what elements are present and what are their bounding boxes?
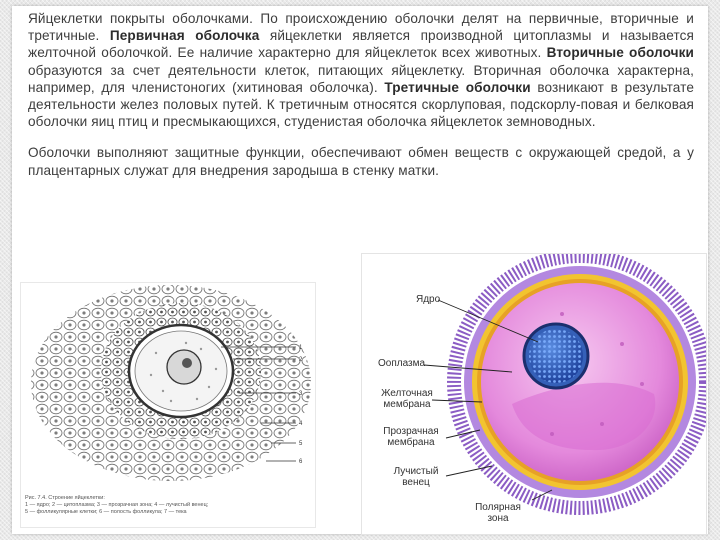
p1-text-1: Яйцеклетки покрыты оболочками. По происхождению оболочки делят на первичные, вторичные и третичные. [28, 11, 694, 44]
label-nucleus: Ядро [416, 294, 441, 305]
ooplasm [481, 283, 679, 481]
slide [12, 6, 708, 534]
p1-text-3: образуются за счет деятельности клеток, питающих яйцеклетку. Вторичная оболочка характерна, например, для членистоногих (хитиновая оболочка). [28, 62, 694, 95]
label-polar-zone: Полярная зона [475, 502, 521, 524]
label-zona-pellucida: Прозрачная мембрана [383, 426, 439, 448]
text-block [28, 10, 694, 179]
caption-line-2: 5 — фолликулярные клетки; 6 — полость фолликула; 7 — текa [25, 509, 187, 515]
p1-text-4: возникают в результате деятельности желез половых путей. К третичным относятся скорлуповая, подскорлу-повая и белковая оболочки яиц птиц и пресмыкающихся, студенистая оболочка яйцеклеток земноводных. [28, 79, 694, 130]
svg-text:2: 2 [299, 357, 303, 363]
follicle-drawing [21, 283, 315, 493]
svg-text:3: 3 [299, 391, 303, 397]
paragraph-2: Оболочки выполняют защитные функции, обеспечивают обмен веществ с окружающей средой, а у плацентарных служат для внедрения зародыша в стенку матки. [28, 145, 694, 178]
figure-caption [25, 495, 311, 516]
p1-text-2: яйцеклетки является производной цитоплазмы и называется желточной оболочкой. Ее наличие характерно для яйцеклеток всех животных. [28, 28, 694, 61]
label-corona-radiata: Лучистый венец [393, 466, 439, 488]
label-vitelline-membrane: Желточная мембрана [381, 388, 433, 410]
follicle-drawing-figure [20, 282, 316, 528]
caption-title: Рис. 7.4. Строение яйцеклетки: [25, 495, 105, 501]
nucleolus [182, 358, 192, 368]
svg-text:5: 5 [299, 441, 303, 447]
caption-line-1: 1 — ядро; 2 — цитоплазма; 3 — прозрачная зона; 4 — лучистый венец; [25, 502, 209, 508]
paragraph-1 [28, 10, 694, 130]
oocyte-diagram-figure [361, 253, 707, 535]
svg-text:4: 4 [299, 421, 303, 427]
term-tertiary-membranes: Третичные оболочки [384, 79, 531, 95]
term-primary-membrane: Первичная оболочка [109, 28, 260, 44]
svg-text:6: 6 [299, 459, 303, 465]
chromatin [529, 329, 583, 383]
label-ooplasm: Ооплазма [378, 358, 426, 369]
term-secondary-membranes: Вторичные оболочки [546, 45, 694, 61]
svg-text:1: 1 [299, 345, 303, 351]
